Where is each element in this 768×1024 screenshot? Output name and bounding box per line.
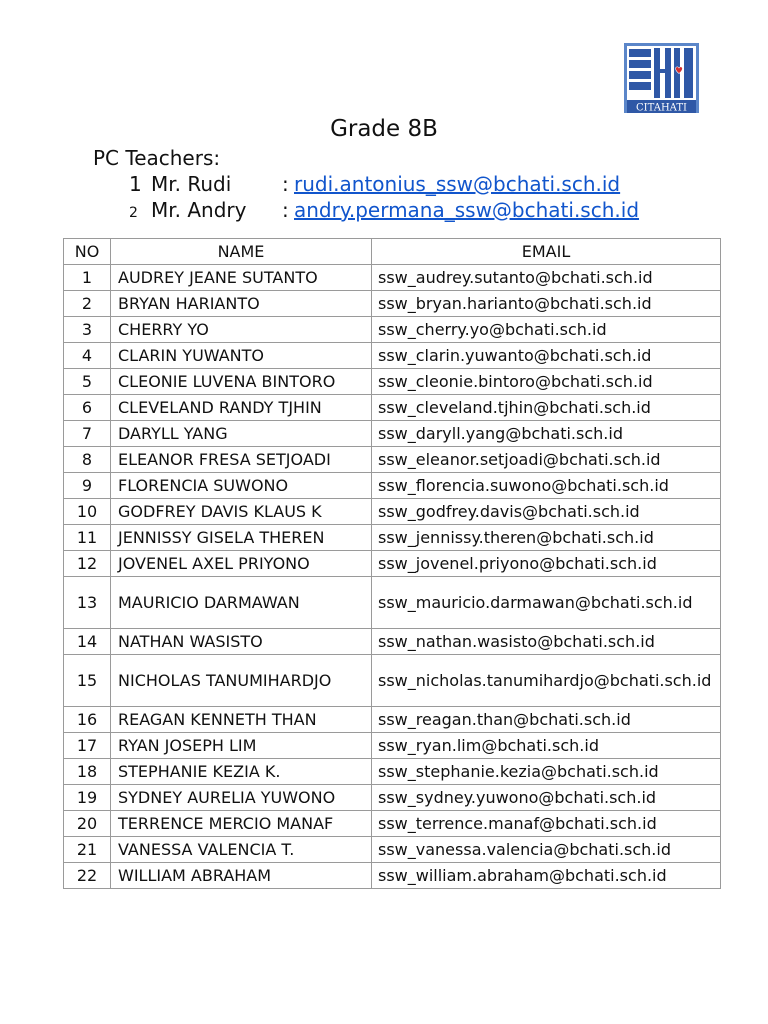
row-number: 3 bbox=[64, 317, 111, 343]
row-number: 10 bbox=[64, 499, 111, 525]
student-email: ssw_audrey.sutanto@bchati.sch.id bbox=[372, 265, 721, 291]
table-row bbox=[64, 707, 721, 733]
student-email: ssw_godfrey.davis@bchati.sch.id bbox=[372, 499, 721, 525]
table-row bbox=[64, 343, 721, 369]
student-email: ssw_ryan.lim@bchati.sch.id bbox=[372, 733, 721, 759]
student-email: ssw_william.abraham@bchati.sch.id bbox=[372, 863, 721, 889]
student-email: ssw_mauricio.darmawan@bchati.sch.id bbox=[372, 577, 721, 629]
table-row bbox=[64, 317, 721, 343]
student-email: ssw_nathan.wasisto@bchati.sch.id bbox=[372, 629, 721, 655]
table-body bbox=[64, 265, 721, 889]
row-number: 7 bbox=[64, 421, 111, 447]
table-row bbox=[64, 447, 721, 473]
table-row bbox=[64, 551, 721, 577]
student-name: CLEVELAND RANDY TJHIN bbox=[111, 395, 372, 421]
student-email: ssw_clarin.yuwanto@bchati.sch.id bbox=[372, 343, 721, 369]
page-title: Grade 8B bbox=[330, 116, 438, 142]
table-row bbox=[64, 473, 721, 499]
table-row bbox=[64, 499, 721, 525]
student-name: RYAN JOSEPH LIM bbox=[111, 733, 372, 759]
citahati-logo bbox=[624, 43, 699, 113]
row-number: 9 bbox=[64, 473, 111, 499]
student-name: CHERRY YO bbox=[111, 317, 372, 343]
table-row bbox=[64, 421, 721, 447]
table-row bbox=[64, 655, 721, 707]
student-email: ssw_jovenel.priyono@bchati.sch.id bbox=[372, 551, 721, 577]
row-number: 14 bbox=[64, 629, 111, 655]
student-name: VANESSA VALENCIA T. bbox=[111, 837, 372, 863]
row-number: 19 bbox=[64, 785, 111, 811]
teacher-email-link[interactable]: andry.permana_ssw@bchati.sch.id bbox=[294, 198, 640, 222]
student-name: GODFREY DAVIS KLAUS K bbox=[111, 499, 372, 525]
student-name: ELEANOR FRESA SETJOADI bbox=[111, 447, 372, 473]
student-email: ssw_jennissy.theren@bchati.sch.id bbox=[372, 525, 721, 551]
table-row bbox=[64, 863, 721, 889]
student-name: DARYLL YANG bbox=[111, 421, 372, 447]
header-email: EMAIL bbox=[372, 239, 721, 265]
student-name: JOVENEL AXEL PRIYONO bbox=[111, 551, 372, 577]
row-number: 8 bbox=[64, 447, 111, 473]
teacher-number: 2 bbox=[129, 205, 138, 221]
table-row bbox=[64, 837, 721, 863]
student-email: ssw_terrence.manaf@bchati.sch.id bbox=[372, 811, 721, 837]
table-row bbox=[64, 291, 721, 317]
student-email: ssw_nicholas.tanumihardjo@bchati.sch.id bbox=[372, 655, 721, 707]
row-number: 22 bbox=[64, 863, 111, 889]
student-name: CLEONIE LUVENA BINTORO bbox=[111, 369, 372, 395]
row-number: 11 bbox=[64, 525, 111, 551]
student-table bbox=[63, 238, 721, 889]
table-row bbox=[64, 811, 721, 837]
teachers-heading: PC Teachers: bbox=[93, 146, 221, 170]
table-row bbox=[64, 395, 721, 421]
teacher-number: 1 bbox=[129, 172, 142, 196]
student-name: JENNISSY GISELA THEREN bbox=[111, 525, 372, 551]
student-email: ssw_daryll.yang@bchati.sch.id bbox=[372, 421, 721, 447]
table-header-row bbox=[64, 239, 721, 265]
teacher-email-link[interactable]: rudi.antonius_ssw@bchati.sch.id bbox=[294, 172, 621, 196]
student-email: ssw_vanessa.valencia@bchati.sch.id bbox=[372, 837, 721, 863]
table-row bbox=[64, 785, 721, 811]
student-name: BRYAN HARIANTO bbox=[111, 291, 372, 317]
student-email: ssw_reagan.than@bchati.sch.id bbox=[372, 707, 721, 733]
table-row bbox=[64, 369, 721, 395]
student-email: ssw_bryan.harianto@bchati.sch.id bbox=[372, 291, 721, 317]
header-name: NAME bbox=[111, 239, 372, 265]
table-row bbox=[64, 265, 721, 291]
student-email: ssw_cherry.yo@bchati.sch.id bbox=[372, 317, 721, 343]
row-number: 20 bbox=[64, 811, 111, 837]
header-no: NO bbox=[64, 239, 111, 265]
teacher-separator: : bbox=[282, 198, 289, 222]
row-number: 12 bbox=[64, 551, 111, 577]
student-name: TERRENCE MERCIO MANAF bbox=[111, 811, 372, 837]
row-number: 16 bbox=[64, 707, 111, 733]
student-email: ssw_eleanor.setjoadi@bchati.sch.id bbox=[372, 447, 721, 473]
teacher-name: Mr. Rudi bbox=[151, 172, 232, 196]
student-name: NATHAN WASISTO bbox=[111, 629, 372, 655]
student-email: ssw_cleveland.tjhin@bchati.sch.id bbox=[372, 395, 721, 421]
student-name: AUDREY JEANE SUTANTO bbox=[111, 265, 372, 291]
student-name: NICHOLAS TANUMIHARDJO bbox=[111, 655, 372, 707]
table-row bbox=[64, 577, 721, 629]
row-number: 2 bbox=[64, 291, 111, 317]
student-name: CLARIN YUWANTO bbox=[111, 343, 372, 369]
table-row bbox=[64, 759, 721, 785]
student-name: REAGAN KENNETH THAN bbox=[111, 707, 372, 733]
student-email: ssw_cleonie.bintoro@bchati.sch.id bbox=[372, 369, 721, 395]
logo-text: CITAHATI bbox=[636, 102, 687, 113]
student-email: ssw_florencia.suwono@bchati.sch.id bbox=[372, 473, 721, 499]
student-name: MAURICIO DARMAWAN bbox=[111, 577, 372, 629]
table-row bbox=[64, 733, 721, 759]
student-email: ssw_sydney.yuwono@bchati.sch.id bbox=[372, 785, 721, 811]
student-name: SYDNEY AURELIA YUWONO bbox=[111, 785, 372, 811]
teacher-separator: : bbox=[282, 172, 289, 196]
row-number: 21 bbox=[64, 837, 111, 863]
row-number: 4 bbox=[64, 343, 111, 369]
row-number: 17 bbox=[64, 733, 111, 759]
row-number: 6 bbox=[64, 395, 111, 421]
row-number: 1 bbox=[64, 265, 111, 291]
row-number: 5 bbox=[64, 369, 111, 395]
student-name: STEPHANIE KEZIA K. bbox=[111, 759, 372, 785]
student-name: WILLIAM ABRAHAM bbox=[111, 863, 372, 889]
row-number: 13 bbox=[64, 577, 111, 629]
row-number: 18 bbox=[64, 759, 111, 785]
teacher-name: Mr. Andry bbox=[151, 198, 247, 222]
student-name: FLORENCIA SUWONO bbox=[111, 473, 372, 499]
table-row bbox=[64, 629, 721, 655]
row-number: 15 bbox=[64, 655, 111, 707]
table-row bbox=[64, 525, 721, 551]
student-email: ssw_stephanie.kezia@bchati.sch.id bbox=[372, 759, 721, 785]
